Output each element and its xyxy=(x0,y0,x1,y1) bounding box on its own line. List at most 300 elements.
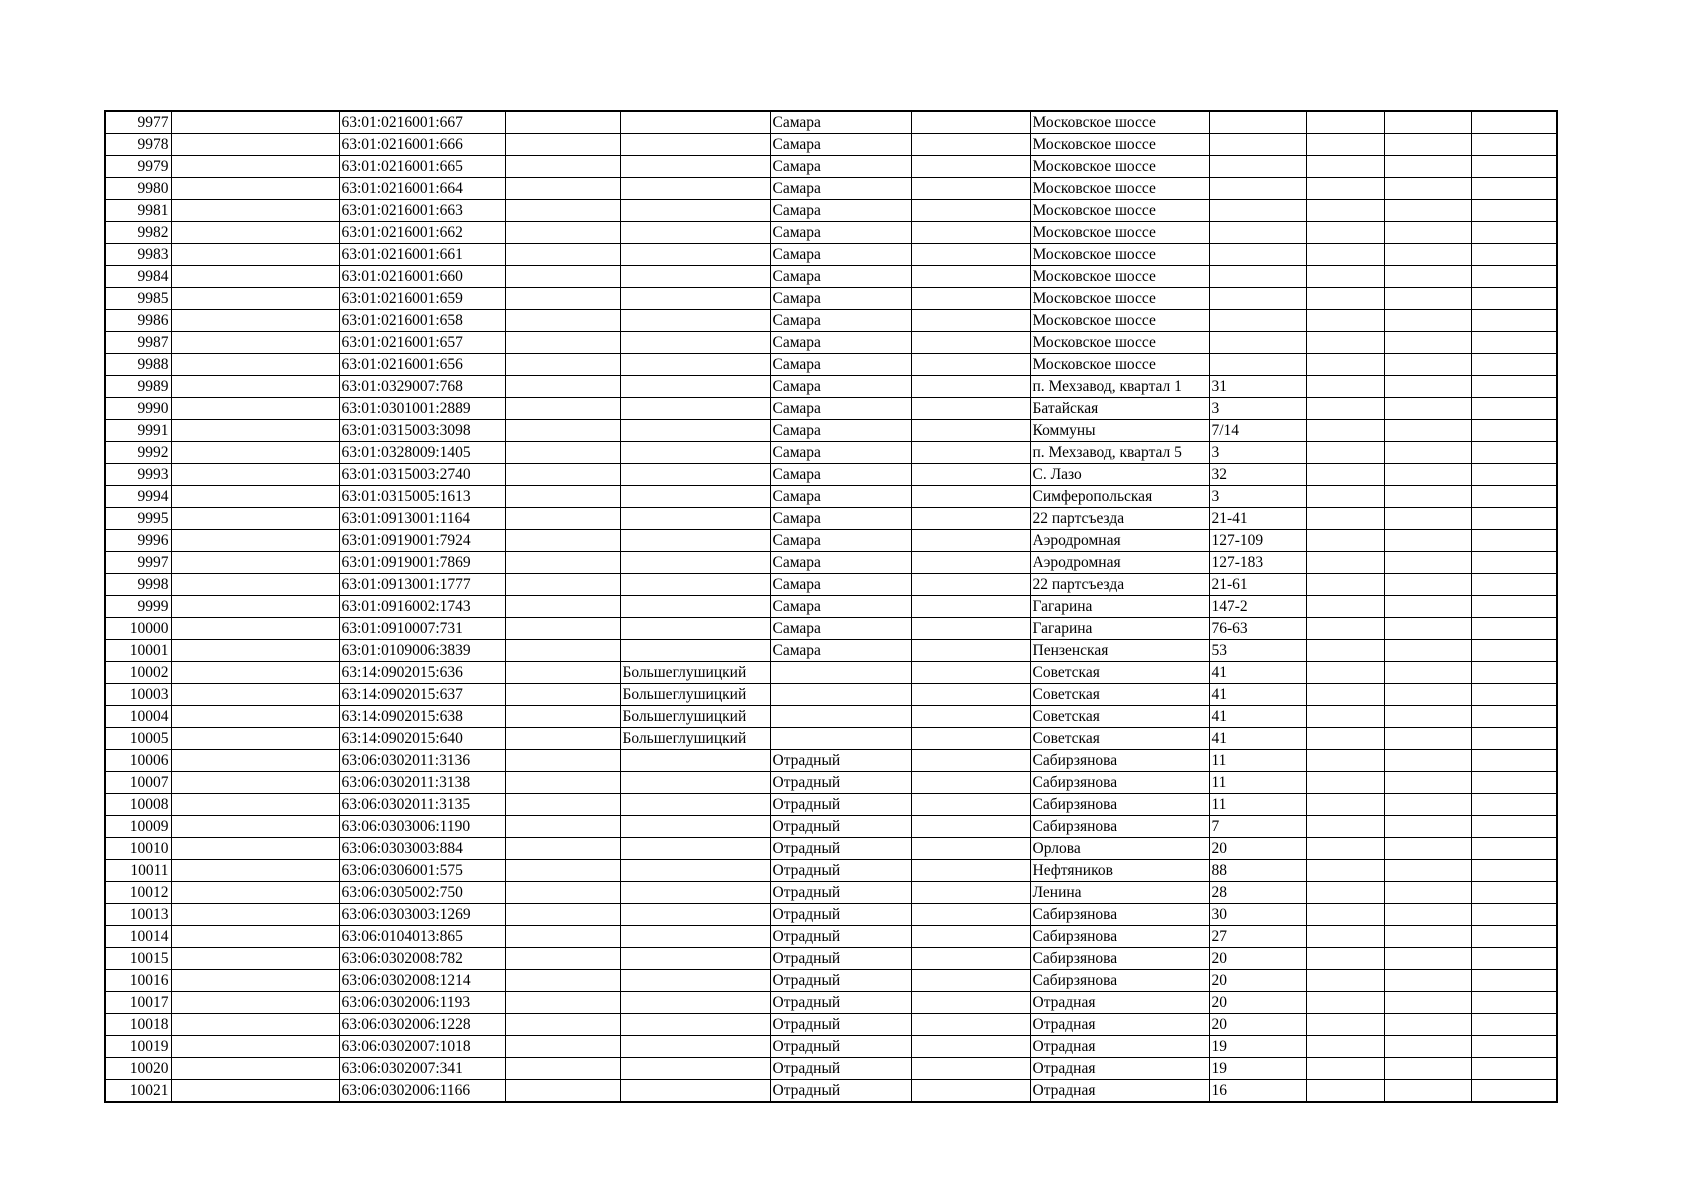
cadastral-number-cell: 63:06:0302007:1018 xyxy=(339,1036,505,1058)
table-row xyxy=(105,728,1557,750)
empty-cell xyxy=(505,816,620,838)
city-cell: Самара xyxy=(770,530,911,552)
house-number-cell: 76-63 xyxy=(1209,618,1306,640)
empty-cell xyxy=(1384,596,1471,618)
street-cell: Сабирзянова xyxy=(1030,750,1209,772)
empty-cell xyxy=(171,772,339,794)
empty-cell xyxy=(1384,838,1471,860)
register-table-body xyxy=(105,111,1557,1102)
house-number-cell xyxy=(1209,310,1306,332)
row-number-cell: 10018 xyxy=(105,1014,171,1036)
cadastral-number-cell: 63:14:0902015:638 xyxy=(339,706,505,728)
cadastral-number-cell: 63:01:0315005:1613 xyxy=(339,486,505,508)
empty-cell xyxy=(911,1058,1030,1080)
table-row xyxy=(105,1080,1557,1103)
district-cell xyxy=(620,156,770,178)
empty-cell xyxy=(1306,486,1384,508)
empty-cell xyxy=(1471,794,1557,816)
street-cell: Коммуны xyxy=(1030,420,1209,442)
street-cell: Пензенская xyxy=(1030,640,1209,662)
empty-cell xyxy=(1384,816,1471,838)
table-row xyxy=(105,310,1557,332)
empty-cell xyxy=(505,156,620,178)
table-row xyxy=(105,574,1557,596)
table-row xyxy=(105,530,1557,552)
city-cell: Самара xyxy=(770,156,911,178)
empty-cell xyxy=(1384,156,1471,178)
cadastral-number-cell: 63:01:0329007:768 xyxy=(339,376,505,398)
empty-cell xyxy=(911,134,1030,156)
cadastral-number-cell: 63:01:0216001:663 xyxy=(339,200,505,222)
street-cell: Московское шоссе xyxy=(1030,178,1209,200)
table-row xyxy=(105,1036,1557,1058)
cadastral-number-cell: 63:06:0302006:1166 xyxy=(339,1080,505,1103)
empty-cell xyxy=(1471,244,1557,266)
table-row xyxy=(105,816,1557,838)
empty-cell xyxy=(1471,1014,1557,1036)
empty-cell xyxy=(505,970,620,992)
district-cell xyxy=(620,464,770,486)
cadastral-number-cell: 63:01:0216001:666 xyxy=(339,134,505,156)
empty-cell xyxy=(171,266,339,288)
empty-cell xyxy=(1471,750,1557,772)
street-cell: Отрадная xyxy=(1030,1014,1209,1036)
street-cell: Московское шоссе xyxy=(1030,244,1209,266)
city-cell: Отрадный xyxy=(770,750,911,772)
district-cell xyxy=(620,992,770,1014)
empty-cell xyxy=(1306,882,1384,904)
empty-cell xyxy=(1471,904,1557,926)
street-cell: Советская xyxy=(1030,684,1209,706)
empty-cell xyxy=(505,706,620,728)
row-number-cell: 10017 xyxy=(105,992,171,1014)
house-number-cell: 127-109 xyxy=(1209,530,1306,552)
table-row xyxy=(105,640,1557,662)
row-number-cell: 10009 xyxy=(105,816,171,838)
house-number-cell: 11 xyxy=(1209,750,1306,772)
cadastral-number-cell: 63:06:0104013:865 xyxy=(339,926,505,948)
row-number-cell: 10006 xyxy=(105,750,171,772)
empty-cell xyxy=(911,904,1030,926)
table-row xyxy=(105,1014,1557,1036)
empty-cell xyxy=(1471,838,1557,860)
house-number-cell: 127-183 xyxy=(1209,552,1306,574)
empty-cell xyxy=(1471,882,1557,904)
empty-cell xyxy=(1471,684,1557,706)
empty-cell xyxy=(171,728,339,750)
cadastral-number-cell: 63:06:0303006:1190 xyxy=(339,816,505,838)
district-cell xyxy=(620,398,770,420)
empty-cell xyxy=(1471,486,1557,508)
empty-cell xyxy=(1306,1014,1384,1036)
empty-cell xyxy=(505,376,620,398)
empty-cell xyxy=(1384,728,1471,750)
table-row xyxy=(105,332,1557,354)
district-cell xyxy=(620,442,770,464)
empty-cell xyxy=(505,640,620,662)
row-number-cell: 10010 xyxy=(105,838,171,860)
empty-cell xyxy=(1306,332,1384,354)
house-number-cell: 20 xyxy=(1209,970,1306,992)
district-cell: Большеглушицкий xyxy=(620,662,770,684)
empty-cell xyxy=(1384,948,1471,970)
street-cell: 22 партсъезда xyxy=(1030,508,1209,530)
row-number-cell: 10003 xyxy=(105,684,171,706)
empty-cell xyxy=(911,794,1030,816)
empty-cell xyxy=(1306,860,1384,882)
empty-cell xyxy=(1384,552,1471,574)
district-cell: Большеглушицкий xyxy=(620,706,770,728)
empty-cell xyxy=(1384,684,1471,706)
row-number-cell: 9989 xyxy=(105,376,171,398)
empty-cell xyxy=(171,1058,339,1080)
street-cell: Московское шоссе xyxy=(1030,332,1209,354)
empty-cell xyxy=(911,1080,1030,1103)
district-cell xyxy=(620,618,770,640)
table-row xyxy=(105,354,1557,376)
city-cell: Самара xyxy=(770,332,911,354)
empty-cell xyxy=(911,266,1030,288)
district-cell xyxy=(620,750,770,772)
district-cell xyxy=(620,904,770,926)
empty-cell xyxy=(505,662,620,684)
table-row xyxy=(105,948,1557,970)
empty-cell xyxy=(1471,970,1557,992)
city-cell: Самара xyxy=(770,266,911,288)
empty-cell xyxy=(1471,596,1557,618)
table-row xyxy=(105,111,1557,134)
empty-cell xyxy=(505,111,620,134)
district-cell xyxy=(620,794,770,816)
empty-cell xyxy=(911,398,1030,420)
house-number-cell xyxy=(1209,134,1306,156)
house-number-cell: 20 xyxy=(1209,948,1306,970)
empty-cell xyxy=(911,530,1030,552)
empty-cell xyxy=(1471,1080,1557,1103)
cadastral-number-cell: 63:01:0315003:2740 xyxy=(339,464,505,486)
house-number-cell xyxy=(1209,200,1306,222)
empty-cell xyxy=(171,244,339,266)
row-number-cell: 10005 xyxy=(105,728,171,750)
row-number-cell: 10011 xyxy=(105,860,171,882)
empty-cell xyxy=(1306,134,1384,156)
empty-cell xyxy=(1306,618,1384,640)
empty-cell xyxy=(1471,442,1557,464)
cadastral-number-cell: 63:01:0216001:664 xyxy=(339,178,505,200)
district-cell xyxy=(620,244,770,266)
street-cell: Отрадная xyxy=(1030,992,1209,1014)
district-cell: Большеглушицкий xyxy=(620,684,770,706)
table-row xyxy=(105,178,1557,200)
empty-cell xyxy=(911,354,1030,376)
row-number-cell: 10021 xyxy=(105,1080,171,1103)
city-cell: Самара xyxy=(770,310,911,332)
empty-cell xyxy=(911,860,1030,882)
street-cell: Батайская xyxy=(1030,398,1209,420)
empty-cell xyxy=(1306,816,1384,838)
house-number-cell: 27 xyxy=(1209,926,1306,948)
cadastral-number-cell: 63:01:0216001:660 xyxy=(339,266,505,288)
row-number-cell: 10019 xyxy=(105,1036,171,1058)
street-cell: Сабирзянова xyxy=(1030,794,1209,816)
empty-cell xyxy=(505,464,620,486)
empty-cell xyxy=(911,244,1030,266)
table-row xyxy=(105,706,1557,728)
empty-cell xyxy=(505,574,620,596)
empty-cell xyxy=(171,860,339,882)
empty-cell xyxy=(1306,904,1384,926)
empty-cell xyxy=(1471,398,1557,420)
street-cell: Московское шоссе xyxy=(1030,156,1209,178)
house-number-cell: 21-61 xyxy=(1209,574,1306,596)
row-number-cell: 9982 xyxy=(105,222,171,244)
street-cell: 22 партсъезда xyxy=(1030,574,1209,596)
empty-cell xyxy=(505,838,620,860)
empty-cell xyxy=(505,530,620,552)
empty-cell xyxy=(505,882,620,904)
house-number-cell: 11 xyxy=(1209,772,1306,794)
table-row xyxy=(105,398,1557,420)
empty-cell xyxy=(1306,464,1384,486)
district-cell xyxy=(620,310,770,332)
city-cell: Самара xyxy=(770,552,911,574)
cadastral-number-cell: 63:01:0216001:656 xyxy=(339,354,505,376)
empty-cell xyxy=(1471,200,1557,222)
empty-cell xyxy=(1384,882,1471,904)
empty-cell xyxy=(1384,442,1471,464)
district-cell xyxy=(620,574,770,596)
empty-cell xyxy=(1384,618,1471,640)
empty-cell xyxy=(911,1036,1030,1058)
empty-cell xyxy=(1384,970,1471,992)
house-number-cell: 7 xyxy=(1209,816,1306,838)
row-number-cell: 9991 xyxy=(105,420,171,442)
empty-cell xyxy=(1471,111,1557,134)
house-number-cell xyxy=(1209,244,1306,266)
district-cell xyxy=(620,882,770,904)
row-number-cell: 10014 xyxy=(105,926,171,948)
empty-cell xyxy=(505,178,620,200)
table-row xyxy=(105,486,1557,508)
district-cell xyxy=(620,508,770,530)
row-number-cell: 9978 xyxy=(105,134,171,156)
cadastral-number-cell: 63:06:0302008:782 xyxy=(339,948,505,970)
street-cell: Орлова xyxy=(1030,838,1209,860)
empty-cell xyxy=(1384,794,1471,816)
empty-cell xyxy=(171,1014,339,1036)
house-number-cell: 28 xyxy=(1209,882,1306,904)
empty-cell xyxy=(1471,992,1557,1014)
empty-cell xyxy=(1306,948,1384,970)
empty-cell xyxy=(1471,1058,1557,1080)
row-number-cell: 10007 xyxy=(105,772,171,794)
empty-cell xyxy=(1384,310,1471,332)
empty-cell xyxy=(1306,222,1384,244)
empty-cell xyxy=(1306,530,1384,552)
district-cell xyxy=(620,860,770,882)
empty-cell xyxy=(171,398,339,420)
empty-cell xyxy=(505,398,620,420)
cadastral-number-cell: 63:06:0302011:3135 xyxy=(339,794,505,816)
house-number-cell: 88 xyxy=(1209,860,1306,882)
house-number-cell xyxy=(1209,178,1306,200)
empty-cell xyxy=(505,684,620,706)
empty-cell xyxy=(171,156,339,178)
empty-cell xyxy=(171,618,339,640)
cadastral-number-cell: 63:01:0301001:2889 xyxy=(339,398,505,420)
empty-cell xyxy=(505,794,620,816)
row-number-cell: 10015 xyxy=(105,948,171,970)
district-cell xyxy=(620,640,770,662)
empty-cell xyxy=(171,970,339,992)
empty-cell xyxy=(1306,310,1384,332)
empty-cell xyxy=(1471,948,1557,970)
empty-cell xyxy=(1384,486,1471,508)
row-number-cell: 9998 xyxy=(105,574,171,596)
street-cell: Советская xyxy=(1030,662,1209,684)
row-number-cell: 9996 xyxy=(105,530,171,552)
cadastral-number-cell: 63:01:0216001:658 xyxy=(339,310,505,332)
street-cell: Отрадная xyxy=(1030,1080,1209,1103)
empty-cell xyxy=(1471,376,1557,398)
empty-cell xyxy=(1384,222,1471,244)
empty-cell xyxy=(1471,860,1557,882)
empty-cell xyxy=(911,992,1030,1014)
street-cell: Сабирзянова xyxy=(1030,926,1209,948)
table-row xyxy=(105,970,1557,992)
house-number-cell: 3 xyxy=(1209,398,1306,420)
empty-cell xyxy=(1471,618,1557,640)
house-number-cell: 41 xyxy=(1209,662,1306,684)
row-number-cell: 10016 xyxy=(105,970,171,992)
house-number-cell: 147-2 xyxy=(1209,596,1306,618)
city-cell: Отрадный xyxy=(770,926,911,948)
row-number-cell: 9992 xyxy=(105,442,171,464)
empty-cell xyxy=(911,772,1030,794)
empty-cell xyxy=(1471,816,1557,838)
empty-cell xyxy=(505,860,620,882)
cadastral-number-cell: 63:06:0303003:884 xyxy=(339,838,505,860)
street-cell: Московское шоссе xyxy=(1030,134,1209,156)
row-number-cell: 10013 xyxy=(105,904,171,926)
empty-cell xyxy=(911,706,1030,728)
empty-cell xyxy=(1384,772,1471,794)
district-cell xyxy=(620,222,770,244)
city-cell: Самара xyxy=(770,618,911,640)
empty-cell xyxy=(171,530,339,552)
table-row xyxy=(105,794,1557,816)
empty-cell xyxy=(911,816,1030,838)
empty-cell xyxy=(505,596,620,618)
street-cell: Московское шоссе xyxy=(1030,266,1209,288)
empty-cell xyxy=(1384,508,1471,530)
street-cell: Сабирзянова xyxy=(1030,904,1209,926)
house-number-cell: 3 xyxy=(1209,486,1306,508)
empty-cell xyxy=(1306,728,1384,750)
row-number-cell: 10001 xyxy=(105,640,171,662)
street-cell: Гагарина xyxy=(1030,618,1209,640)
city-cell: Самара xyxy=(770,486,911,508)
street-cell: Сабирзянова xyxy=(1030,772,1209,794)
empty-cell xyxy=(1384,376,1471,398)
empty-cell xyxy=(1306,706,1384,728)
empty-cell xyxy=(171,1080,339,1103)
empty-cell xyxy=(171,420,339,442)
row-number-cell: 9984 xyxy=(105,266,171,288)
house-number-cell: 20 xyxy=(1209,992,1306,1014)
empty-cell xyxy=(505,1080,620,1103)
empty-cell xyxy=(1384,530,1471,552)
empty-cell xyxy=(911,596,1030,618)
cadastral-number-cell: 63:01:0916002:1743 xyxy=(339,596,505,618)
empty-cell xyxy=(1306,244,1384,266)
city-cell: Отрадный xyxy=(770,794,911,816)
empty-cell xyxy=(911,948,1030,970)
empty-cell xyxy=(171,508,339,530)
house-number-cell: 19 xyxy=(1209,1036,1306,1058)
house-number-cell xyxy=(1209,111,1306,134)
row-number-cell: 10000 xyxy=(105,618,171,640)
district-cell xyxy=(620,1058,770,1080)
row-number-cell: 9987 xyxy=(105,332,171,354)
empty-cell xyxy=(171,640,339,662)
table-row xyxy=(105,684,1557,706)
empty-cell xyxy=(171,838,339,860)
city-cell xyxy=(770,706,911,728)
empty-cell xyxy=(911,728,1030,750)
empty-cell xyxy=(1384,662,1471,684)
district-cell xyxy=(620,178,770,200)
street-cell: Московское шоссе xyxy=(1030,200,1209,222)
district-cell xyxy=(620,332,770,354)
district-cell xyxy=(620,288,770,310)
city-cell: Самара xyxy=(770,376,911,398)
table-row xyxy=(105,420,1557,442)
district-cell xyxy=(620,420,770,442)
cadastral-number-cell: 63:06:0302011:3138 xyxy=(339,772,505,794)
city-cell xyxy=(770,728,911,750)
city-cell: Отрадный xyxy=(770,772,911,794)
city-cell: Отрадный xyxy=(770,860,911,882)
empty-cell xyxy=(911,684,1030,706)
table-row xyxy=(105,376,1557,398)
city-cell xyxy=(770,684,911,706)
cadastral-number-cell: 63:01:0109006:3839 xyxy=(339,640,505,662)
empty-cell xyxy=(171,904,339,926)
house-number-cell xyxy=(1209,332,1306,354)
empty-cell xyxy=(1471,420,1557,442)
empty-cell xyxy=(1384,992,1471,1014)
district-cell xyxy=(620,376,770,398)
empty-cell xyxy=(171,310,339,332)
empty-cell xyxy=(505,992,620,1014)
city-cell: Отрадный xyxy=(770,1058,911,1080)
empty-cell xyxy=(505,354,620,376)
empty-cell xyxy=(1306,1036,1384,1058)
empty-cell xyxy=(1471,156,1557,178)
street-cell: Симферопольская xyxy=(1030,486,1209,508)
district-cell xyxy=(620,926,770,948)
empty-cell xyxy=(1471,332,1557,354)
empty-cell xyxy=(1306,992,1384,1014)
empty-cell xyxy=(1471,222,1557,244)
cadastral-number-cell: 63:01:0919001:7869 xyxy=(339,552,505,574)
house-number-cell: 7/14 xyxy=(1209,420,1306,442)
empty-cell xyxy=(911,750,1030,772)
house-number-cell: 41 xyxy=(1209,684,1306,706)
empty-cell xyxy=(1306,288,1384,310)
house-number-cell: 53 xyxy=(1209,640,1306,662)
